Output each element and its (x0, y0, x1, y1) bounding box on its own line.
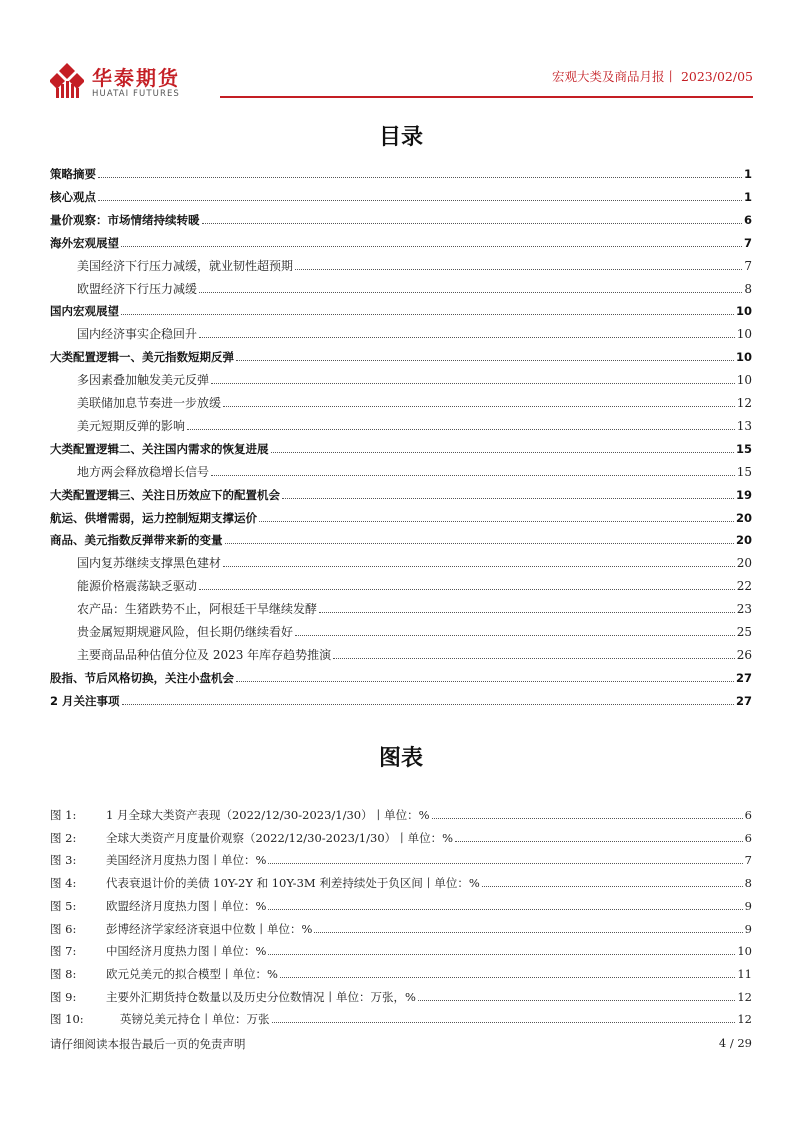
toc-entry-page: 10 (736, 327, 752, 342)
toc-entry[interactable] (50, 187, 752, 205)
toc-entry-label: 航运、供增需弱，运力控制短期支撑运价 (50, 510, 257, 525)
figure-label: 1 月全球大类资产表现（2022/12/30-2023/1/30）丨单位：% (106, 808, 430, 822)
huatai-logo-icon (50, 62, 84, 98)
figure-label: 欧盟经济月度热力图丨单位：% (106, 898, 267, 913)
figure-entry[interactable] (50, 987, 752, 1005)
toc-entry[interactable] (50, 668, 752, 686)
toc-entry[interactable] (50, 301, 752, 319)
toc-leader-dots (225, 542, 734, 544)
toc-entry-page: 10 (736, 373, 752, 388)
toc-entry-page: 19 (735, 487, 752, 502)
figure-page: 11 (737, 966, 752, 981)
toc-entry-page: 8 (744, 281, 752, 296)
toc-leader-dots (259, 520, 734, 522)
toc-entry-label: 股指、节后风格切换，关注小盘机会 (50, 670, 234, 685)
figure-page: 7 (744, 853, 752, 868)
toc-entry[interactable] (50, 347, 752, 365)
figure-leader-dots (272, 1021, 736, 1023)
toc-subentry[interactable] (77, 393, 752, 411)
toc-leader-dots (202, 222, 742, 224)
toc-entry-label: 大类配置逻辑一、美元指数短期反弹 (50, 350, 234, 365)
toc-subentry[interactable] (77, 416, 752, 434)
toc-entry[interactable] (50, 439, 752, 457)
figure-leader-dots (314, 931, 742, 933)
toc-entry[interactable] (50, 164, 752, 182)
toc-entry-label: 大类配置逻辑二、关注国内需求的恢复进展 (50, 441, 269, 456)
figure-leader-dots (432, 817, 743, 819)
toc-leader-dots (282, 497, 734, 499)
toc-entry-page: 1 (743, 167, 752, 181)
toc-entry-label: 多因素叠加触发美元反弹 (77, 373, 210, 388)
toc-leader-dots (121, 245, 742, 247)
toc-leader-dots (199, 291, 742, 293)
toc-subentry[interactable] (77, 256, 752, 274)
toc-entry-label: 能源价格震荡缺乏驱动 (77, 579, 198, 594)
figure-entry[interactable] (50, 941, 752, 959)
figure-number: 图 4: (50, 876, 77, 891)
figure-entry[interactable] (50, 964, 752, 982)
figure-page: 6 (744, 830, 752, 845)
toc-leader-dots (187, 428, 735, 430)
figure-leader-dots (268, 908, 742, 910)
figure-number: 图 5: (50, 898, 77, 913)
toc-entry-page: 22 (736, 579, 752, 594)
toc-entry-page: 20 (735, 510, 752, 525)
toc-entry-label: 国内宏观展望 (50, 304, 119, 319)
figure-number: 图 6: (50, 921, 77, 936)
toc-entry[interactable] (50, 508, 752, 526)
toc-entry-label: 大类配置逻辑三、关注日历效应下的配置机会 (50, 487, 280, 502)
figure-label: 全球大类资产月度量价观察（2022/12/30-2023/1/30）丨单位：% (106, 830, 454, 845)
toc-entry-label: 海外宏观展望 (50, 235, 119, 250)
toc-leader-dots (98, 199, 742, 201)
figure-page: 9 (744, 921, 752, 936)
toc-entry-page: 13 (736, 418, 752, 433)
page-footer (50, 1036, 752, 1052)
toc-entry-page: 15 (736, 464, 752, 479)
disclaimer-text: 请仔细阅读本报告最后一页的免责声明 (50, 1037, 246, 1051)
toc-entry-label: 地方两会释放稳增长信号 (77, 464, 210, 479)
toc-subentry[interactable] (77, 370, 752, 388)
toc-entry-page: 23 (736, 602, 752, 617)
toc-entry-label: 量价观察：市场情绪持续转暖 (50, 212, 200, 227)
toc-entry-label: 农产品：生猪跌势不止，阿根廷干旱继续发酵 (77, 602, 318, 617)
toc-leader-dots (333, 657, 735, 659)
figure-label: 彭博经济学家经济衰退中位数丨单位：% (106, 921, 313, 936)
toc-entry-page: 15 (735, 441, 752, 456)
toc-subentry[interactable] (77, 462, 752, 480)
toc-entry-label: 策略摘要 (50, 167, 96, 181)
toc-entry-label: 国内复苏继续支撑黑色建材 (77, 556, 222, 571)
toc-leader-dots (199, 588, 735, 590)
figure-entry[interactable] (50, 850, 752, 868)
report-title: 宏观大类及商品月报丨 2023/02/05 (551, 69, 753, 84)
figure-leader-dots (268, 953, 735, 955)
figure-leader-dots (268, 862, 742, 864)
figure-entry[interactable] (50, 1009, 752, 1027)
toc-entry-label: 主要商品品种估值分位及 2023 年库存趋势推演 (77, 647, 332, 662)
figure-label: 欧元兑美元的拟合模型丨单位：% (106, 966, 278, 981)
toc-entry[interactable] (50, 233, 752, 251)
figure-label: 主要外汇期货持仓数量以及历史分位数情况丨单位：万张，% (106, 989, 416, 1004)
toc-entry-page: 20 (735, 533, 752, 548)
toc-entry-page: 26 (736, 647, 752, 662)
figure-number: 图 1: (50, 808, 77, 822)
figure-page: 12 (737, 1012, 752, 1027)
toc-subentry[interactable] (77, 576, 752, 594)
toc-leader-dots (122, 703, 734, 705)
toc-entry[interactable] (50, 691, 752, 709)
toc-entry-label: 2 月关注事项 (50, 693, 120, 708)
toc-entry-page: 7 (743, 235, 752, 250)
toc-leader-dots (236, 680, 734, 682)
toc-entry[interactable] (50, 210, 752, 228)
toc-entry-page: 10 (735, 350, 752, 365)
figure-page: 9 (744, 898, 752, 913)
header-divider (220, 96, 753, 98)
figure-number: 图 7: (50, 944, 77, 959)
toc-entry-page: 20 (736, 556, 752, 571)
toc-entry-label: 美国经济下行压力减缓，就业韧性超预期 (77, 258, 294, 273)
toc-entry-page: 10 (735, 304, 752, 319)
toc-subentry[interactable] (77, 324, 752, 342)
figure-label: 代表衰退计价的美债 10Y-2Y 和 10Y-3M 利差持续处于负区间丨单位：% (106, 876, 480, 891)
toc-entry-label: 核心观点 (50, 189, 96, 204)
toc-leader-dots (236, 359, 734, 361)
toc-entry[interactable] (50, 530, 752, 548)
toc-entry-label: 商品、美元指数反弹带来新的变量 (50, 533, 223, 548)
toc-leader-dots (319, 611, 735, 613)
figures-title: 图表 (378, 746, 423, 771)
figure-number: 图 10: (50, 1012, 84, 1027)
toc-entry-label: 国内经济事实企稳回升 (77, 327, 198, 342)
page-number: 4 / 29 (718, 1036, 752, 1050)
figure-leader-dots (482, 885, 743, 887)
toc-leader-dots (295, 634, 735, 636)
toc-leader-dots (211, 382, 735, 384)
toc-leader-dots (98, 176, 742, 178)
figure-entry[interactable] (50, 873, 752, 891)
figure-number: 图 9: (50, 989, 77, 1004)
toc-entry-page: 1 (743, 189, 752, 204)
figure-entry[interactable] (50, 805, 752, 823)
toc-entry-label: 美联储加息节奏进一步放缓 (77, 396, 222, 410)
figure-page: 8 (744, 876, 752, 891)
toc-entry-page: 27 (735, 670, 752, 685)
toc-subentry[interactable] (77, 553, 752, 571)
figure-entry[interactable] (50, 919, 752, 937)
figure-leader-dots (280, 976, 735, 978)
toc-entry-page: 27 (735, 693, 752, 708)
toc-entry-label: 美元短期反弹的影响 (77, 418, 186, 433)
toc-entry-page: 7 (744, 258, 752, 273)
toc-entry-page: 12 (736, 396, 752, 410)
figure-number: 图 8: (50, 966, 77, 981)
figure-page: 10 (737, 944, 752, 959)
figure-leader-dots (455, 840, 743, 842)
figure-label: 英镑兑美元持仓丨单位：万张 (120, 1012, 270, 1027)
toc-leader-dots (223, 405, 735, 407)
toc-subentry[interactable] (77, 622, 752, 640)
logo-text-en: HUATAI FUTURES (92, 89, 180, 99)
toc-entry-page: 6 (743, 212, 752, 227)
toc-leader-dots (295, 268, 742, 270)
toc-subentry[interactable] (77, 599, 752, 617)
toc-subentry[interactable] (77, 645, 752, 663)
figure-number: 图 3: (50, 853, 77, 868)
toc-title: 目录 (378, 125, 423, 150)
toc-entry-page: 25 (736, 625, 752, 639)
toc-leader-dots (271, 451, 734, 453)
toc-leader-dots (121, 313, 734, 315)
toc-leader-dots (211, 474, 735, 476)
toc-leader-dots (223, 565, 735, 567)
figure-label: 美国经济月度热力图丨单位：% (106, 853, 267, 868)
figure-entry[interactable] (50, 828, 752, 846)
logo-text-cn: 华泰期货 (92, 66, 180, 90)
toc-entry-label: 欧盟经济下行压力减缓 (77, 281, 198, 296)
toc-subentry[interactable] (77, 279, 752, 297)
figure-leader-dots (418, 999, 735, 1001)
toc-leader-dots (199, 336, 735, 338)
figure-number: 图 2: (50, 830, 77, 845)
toc-entry[interactable] (50, 485, 752, 503)
figure-page: 12 (737, 989, 752, 1004)
toc-entry-label: 贵金属短期规避风险，但长期仍继续看好 (77, 625, 294, 639)
page-header (50, 62, 753, 98)
figure-page: 6 (744, 808, 752, 822)
figure-entry[interactable] (50, 896, 752, 914)
figure-label: 中国经济月度热力图丨单位：% (106, 944, 267, 959)
